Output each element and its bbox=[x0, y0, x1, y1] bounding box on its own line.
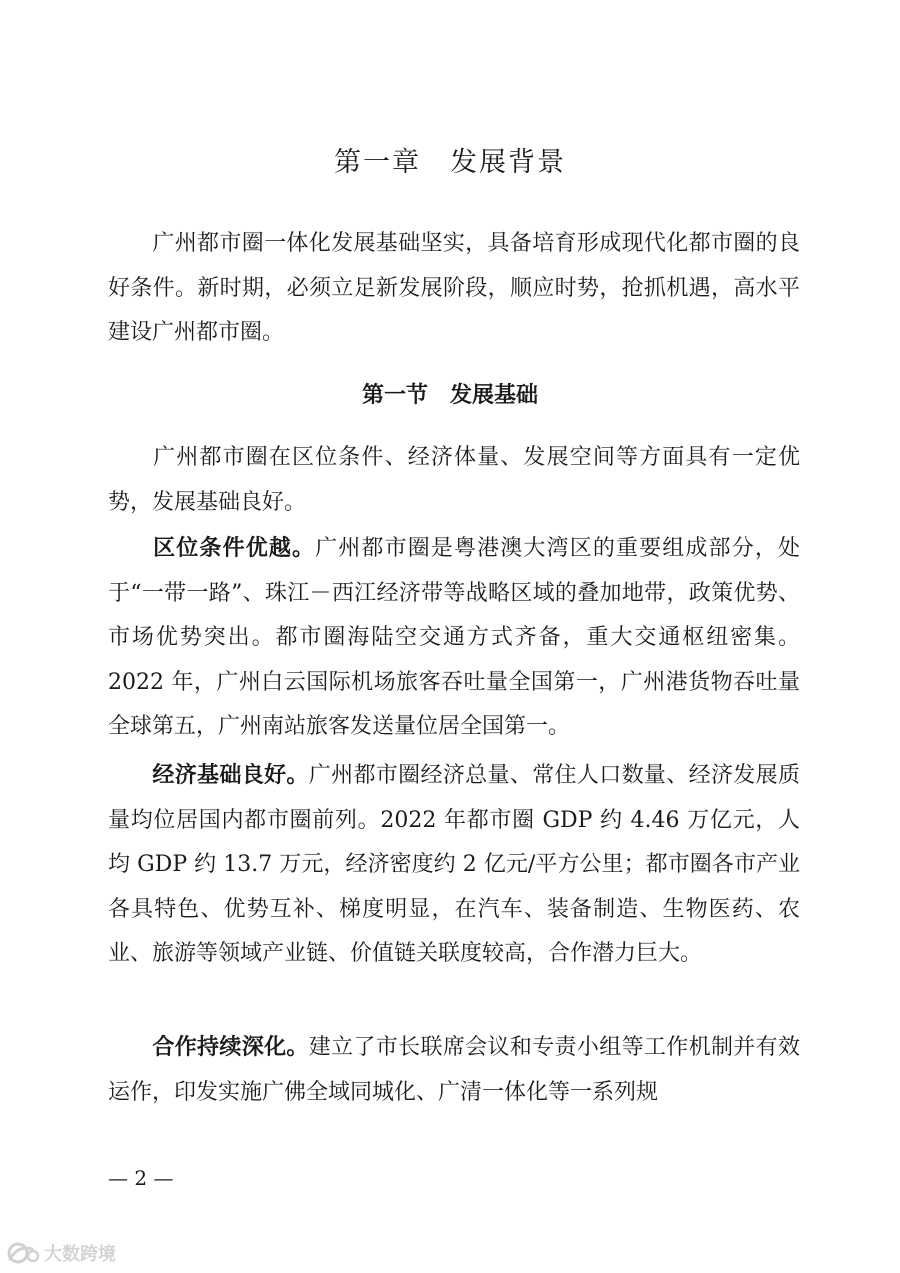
intro-paragraph bbox=[108, 222, 800, 356]
cooperation-lead: 合作持续深化。 bbox=[152, 1035, 309, 1060]
logo-mark-icon bbox=[6, 1241, 40, 1265]
economy-paragraph bbox=[108, 754, 800, 977]
section-intro-text: 广州都市圈在区位条件、经济体量、发展空间等方面具有一定优势，发展基础良好。 bbox=[108, 445, 800, 515]
cooperation-paragraph bbox=[108, 1026, 800, 1115]
page-number: — 2 — bbox=[108, 1166, 174, 1190]
watermark-text: 大数跨境 bbox=[44, 1244, 116, 1265]
economy-lead: 经济基础良好。 bbox=[152, 763, 309, 788]
cooperation-text: 建立了市长联席会议和专责小组等工作机制并有效运作，印发实施广佛全域同城化、广清一体化等一系列规 bbox=[108, 1035, 800, 1105]
section-title: 第一节 发展基础 bbox=[361, 383, 538, 408]
watermark bbox=[6, 1238, 116, 1268]
intro-text: 广州都市圈一体化发展基础坚实，具备培育形成现代化都市圈的良好条件。新时期，必须立足新发展阶段，顺应时势，抢抓机遇，高水平建设广州都市圈。 bbox=[108, 231, 800, 345]
chapter-title: 第一章 发展背景 bbox=[334, 147, 566, 178]
location-paragraph bbox=[108, 527, 800, 750]
location-lead: 区位条件优越。 bbox=[152, 536, 316, 561]
section-intro-paragraph bbox=[108, 436, 800, 525]
location-text: 广州都市圈是粤港澳大湾区的重要组成部分，处于“一带一路”、珠江－西江经济带等战略区域的叠加地带，政策优势、市场优势突出。都市圈海陆空交通方式齐备，重大交通枢纽密集。2022 年，广州白云国际机场旅客吞吐量全国第一，广州港货物吞吐量全球第五，广州南站旅客发送量位居全国第一。 bbox=[108, 536, 800, 739]
economy-text: 广州都市圈经济总量、常住人口数量、经济发展质量均位居国内都市圈前列。2022 年都市圈 GDP 约 4.46 万亿元，人均 GDP 约 13.7 万元，经济密度约 2 亿元/平方公里；都市圈各市产业各具特色、优势互补、梯度明显，在汽车、装备制造、生物医药、农业、旅游等领域产业链、价值链关联度较高，合作潜力巨大。 bbox=[108, 763, 800, 966]
